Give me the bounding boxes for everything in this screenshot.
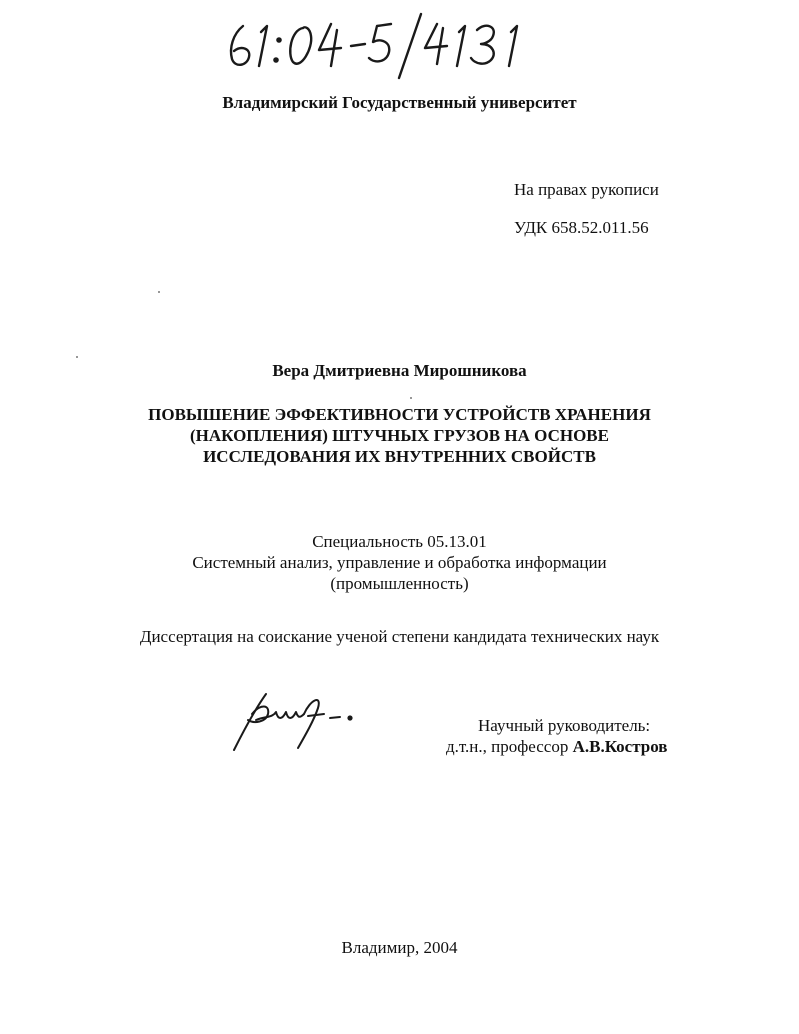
specialty-field: (промышленность) <box>330 574 469 593</box>
title-line: (НАКОПЛЕНИЯ) ШТУЧНЫХ ГРУЗОВ НА ОСНОВЕ <box>190 426 609 445</box>
udc-code: УДК 658.52.011.56 <box>514 218 649 237</box>
dissertation-title <box>0 404 799 467</box>
author-name: Вера Дмитриевна Мирошникова <box>272 361 527 380</box>
supervisor-name: А.В.Костров <box>572 737 668 756</box>
supervisor-label: Научный руководитель: <box>478 716 651 735</box>
signature-handwritten <box>226 690 356 755</box>
scan-speck <box>158 291 160 293</box>
scan-speck <box>76 356 78 358</box>
city-year: Владимир, 2004 <box>341 938 458 957</box>
scan-speck <box>410 397 412 399</box>
title-line: ПОВЫШЕНИЕ ЭФФЕКТИВНОСТИ УСТРОЙСТВ ХРАНЕНИЯ <box>148 405 651 424</box>
dissertation-degree: Диссертация на соискание ученой степени кандидата технических наук <box>139 627 660 646</box>
title-line: ИССЛЕДОВАНИЯ ИХ ВНУТРЕННИХ СВОЙСТВ <box>203 447 596 466</box>
university-name: Владимирский Государственный университет <box>222 93 577 112</box>
specialty-block <box>0 531 799 594</box>
supervisor-degree: д.т.н., профессор <box>446 737 569 756</box>
specialty-name: Системный анализ, управление и обработка информации <box>192 553 607 572</box>
manuscript-rights: На правах рукописи <box>514 180 659 199</box>
archive-number-handwritten <box>215 4 545 84</box>
specialty-code: Специальность 05.13.01 <box>312 532 487 551</box>
supervisor-line <box>446 737 668 757</box>
